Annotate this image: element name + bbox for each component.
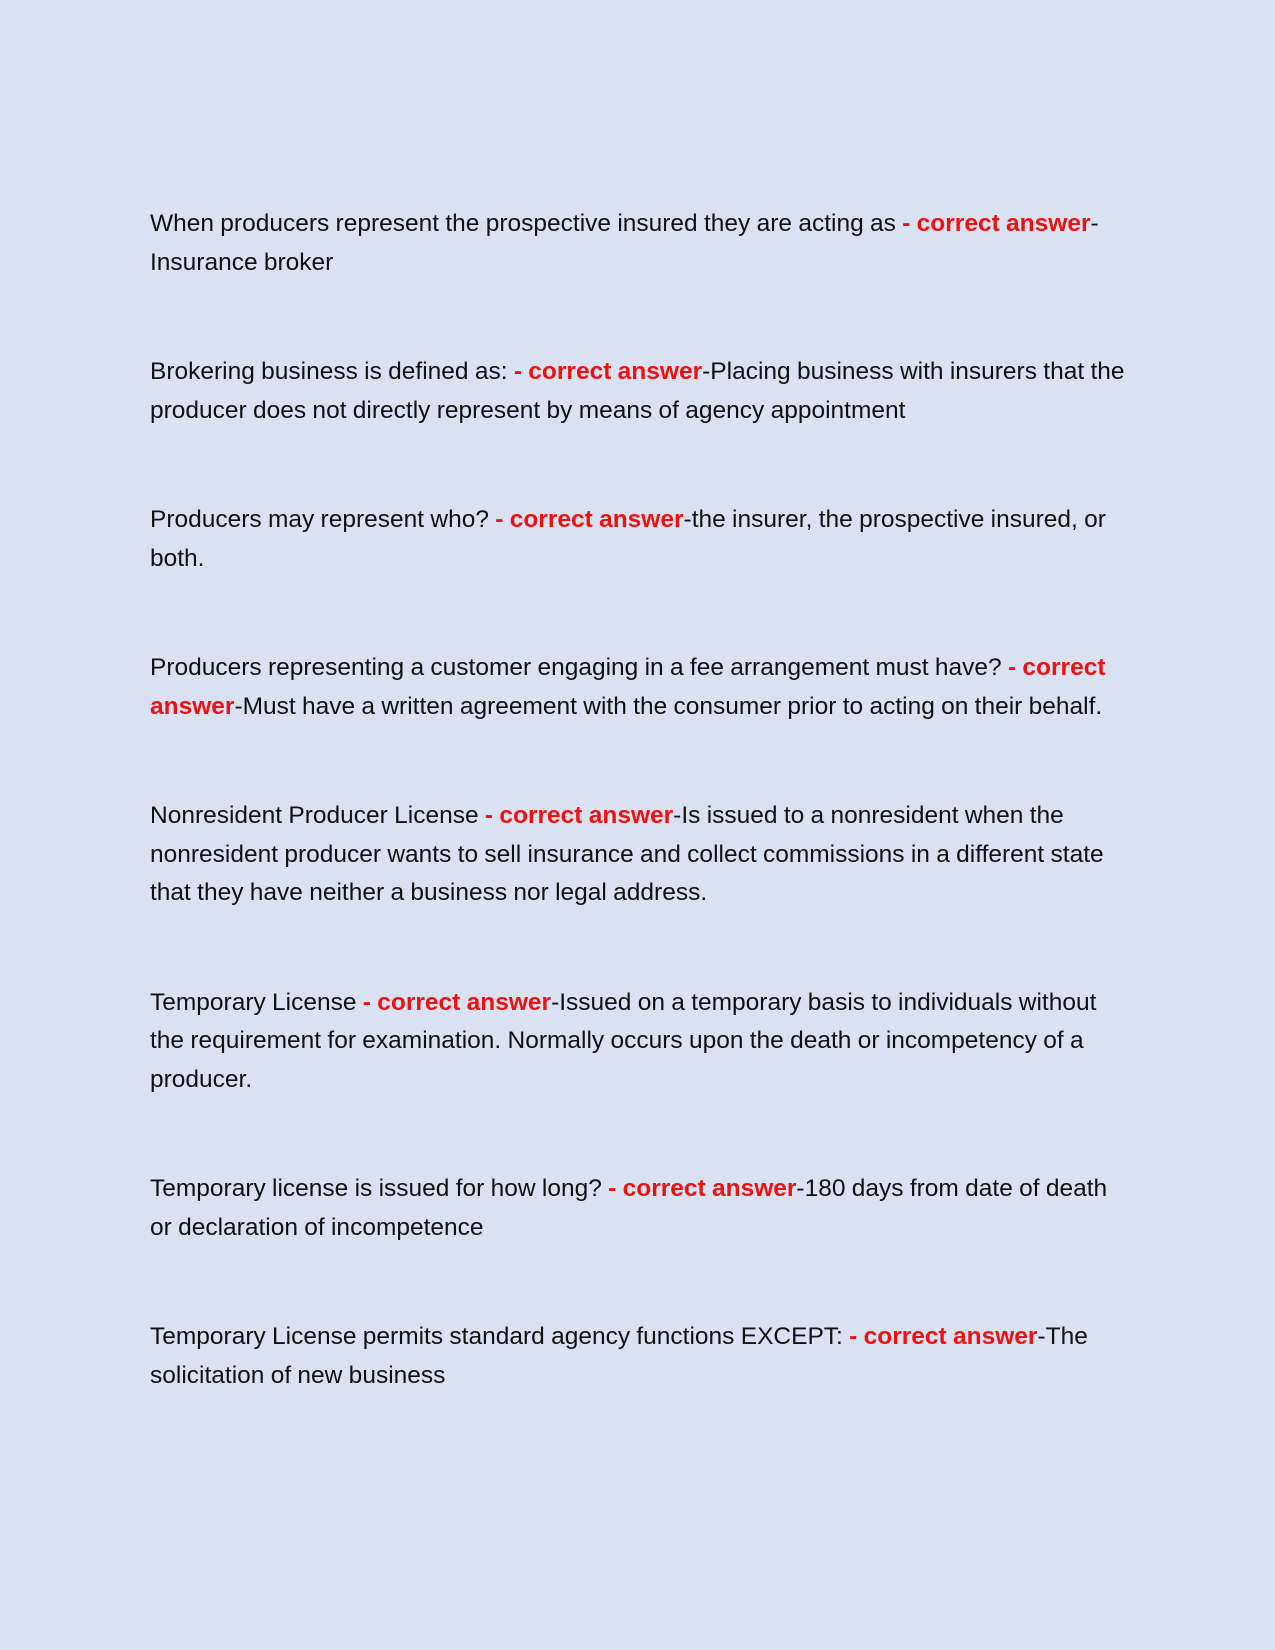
correct-answer-marker: - correct answer bbox=[484, 802, 674, 829]
qa-item-7 bbox=[150, 1170, 1125, 1247]
correct-answer-marker: - correct answer bbox=[362, 988, 552, 1016]
question-text: Temporary License bbox=[150, 988, 363, 1016]
question-text: When producers represent the prospective insured they are acting as bbox=[150, 210, 903, 237]
answer-text: -the insurer, the prospective insured, or both. bbox=[150, 506, 1106, 572]
answer-text: -Issued on a temporary basis to individuals without the requirement for examination. Normally occurs upon the death or incompetency of a producer. bbox=[150, 988, 1097, 1093]
question-text: Brokering business is defined as: bbox=[150, 358, 514, 385]
qa-item-8 bbox=[150, 1318, 1125, 1395]
question-text: Producers representing a customer engaging in a fee arrangement must have? bbox=[150, 654, 1008, 681]
question-text: Temporary License permits standard agency functions EXCEPT: bbox=[150, 1323, 850, 1350]
answer-text: -Placing business with insurers that the producer does not directly represent by means of agency appointment bbox=[150, 358, 1125, 424]
answer-text: -180 days from date of death or declaration of incompetence bbox=[150, 1175, 1108, 1241]
question-text: Temporary license is issued for how long? bbox=[150, 1175, 609, 1202]
correct-answer-marker: - correct answer bbox=[150, 654, 1106, 720]
qa-item-6 bbox=[150, 984, 1125, 1100]
correct-answer-marker: - correct answer bbox=[608, 1175, 797, 1202]
answer-text: -Is issued to a nonresident when the nonresident producer wants to sell insurance and collect commissions in a different state that they have neither a business nor legal address. bbox=[150, 802, 1104, 906]
answer-text: -Insurance broker bbox=[150, 210, 1099, 276]
qa-item-1 bbox=[150, 205, 1125, 282]
question-text: Nonresident Producer License bbox=[150, 802, 485, 829]
correct-answer-marker: - correct answer bbox=[902, 210, 1091, 237]
qa-item-5 bbox=[150, 797, 1125, 913]
question-text: Producers may represent who? bbox=[150, 506, 496, 533]
qa-item-4 bbox=[150, 649, 1125, 726]
correct-answer-marker: - correct answer bbox=[849, 1323, 1038, 1350]
answer-text: -The solicitation of new business bbox=[150, 1323, 1088, 1389]
answer-text: -Must have a written agreement with the consumer prior to acting on their behalf. bbox=[234, 692, 1103, 720]
qa-item-2 bbox=[150, 353, 1125, 430]
correct-answer-marker: - correct answer bbox=[495, 506, 684, 533]
correct-answer-marker: - correct answer bbox=[513, 358, 703, 385]
qa-item-3 bbox=[150, 501, 1125, 578]
